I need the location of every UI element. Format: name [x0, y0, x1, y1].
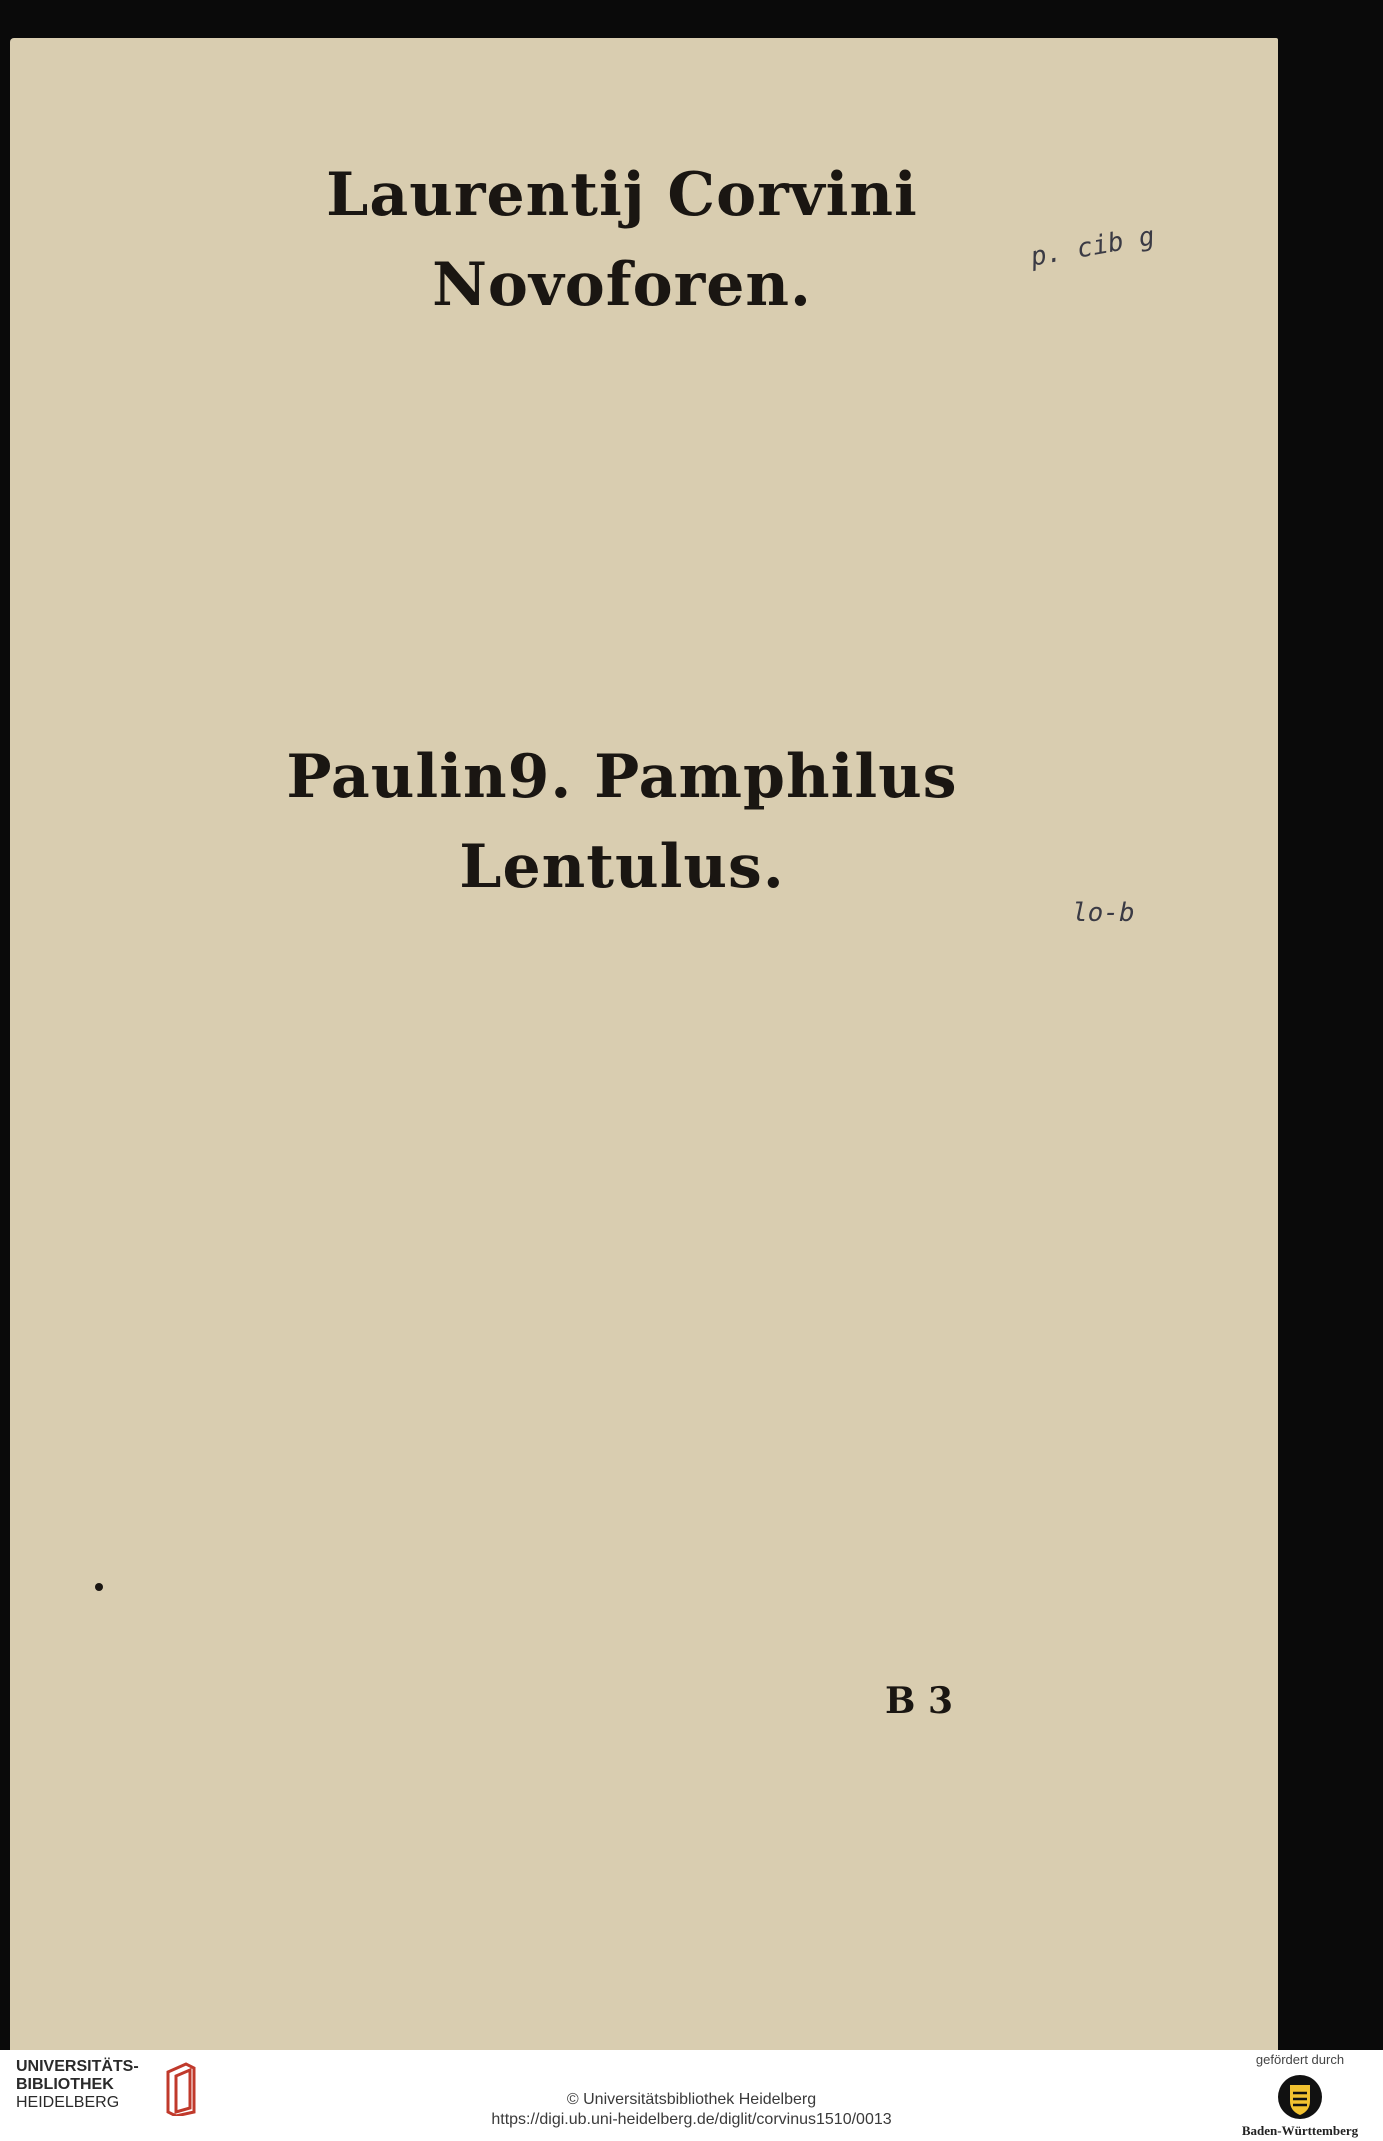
copyright-text: © Universitätsbibliothek Heidelberg: [566, 2091, 817, 2108]
viewer-footer: [0, 2050, 1383, 2141]
manuscript-annotation-middle: lo-b: [1072, 898, 1135, 928]
logo-text-line-1: UNIVERSITÄTS-: [16, 2058, 139, 2075]
state-crest-icon: [1276, 2073, 1324, 2121]
signature-mark: B 3: [885, 1680, 954, 1722]
logo-text-line-3: HEIDELBERG: [16, 2094, 120, 2111]
permalink[interactable]: https://digi.ub.uni-heidelberg.de/diglit/corvinus1510/0013: [491, 2111, 892, 2128]
margin-ink-dot: [95, 1583, 103, 1591]
page-text-block: [172, 150, 1072, 1854]
copyright-block: [0, 2090, 1383, 2130]
sponsor-label: gefördert durch: [1255, 2052, 1345, 2067]
sponsor-block[interactable]: [1220, 2052, 1380, 2139]
logo-text-line-2: BIBLIOTHEK: [16, 2076, 114, 2093]
section-heading: Paulin9. Pamphilus Lentulus.: [286, 742, 958, 902]
body-paragraph-1: [172, 334, 1072, 724]
running-heading: Laurentij Corvini Novoforen.: [326, 160, 918, 320]
manuscript-annotation-top: p. cib g: [1028, 221, 1157, 273]
sponsor-name: Baden-Württemberg: [1241, 2123, 1359, 2138]
